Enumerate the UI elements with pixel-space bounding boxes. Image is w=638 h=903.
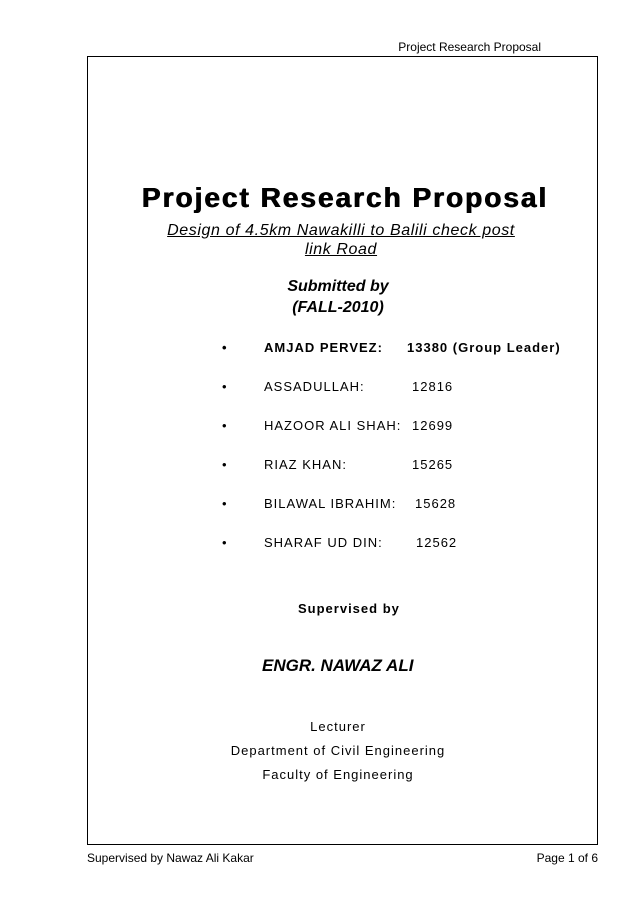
member-name: RIAZ KHAN: xyxy=(264,457,347,472)
semester-label: FALL-2010 xyxy=(297,299,379,316)
member-roll: 12699 xyxy=(412,418,454,433)
bullet: • xyxy=(222,340,228,355)
supervisor-faculty: Faculty of Engineering xyxy=(262,767,414,782)
member-name: BILAWAL IBRAHIM: xyxy=(264,496,397,511)
project-subtitle xyxy=(141,221,541,259)
semester-close-paren: ) xyxy=(378,299,384,316)
bullet: • xyxy=(222,457,228,472)
supervisor-position: Lecturer xyxy=(310,719,366,734)
bullet: • xyxy=(222,418,228,433)
member-roll: 15265 xyxy=(412,457,454,472)
supervised-by-label: Supervised by xyxy=(298,601,400,616)
document-title: Project Research Proposal xyxy=(141,182,549,213)
member-name: ASSADULLAH: xyxy=(264,379,365,394)
member-roll: 15628 xyxy=(415,496,457,511)
footer-page-number: Page 1 of 6 xyxy=(536,851,598,865)
supervisor-department: Department of Civil Engineering xyxy=(230,743,446,758)
supervisor-name: ENGR. NAWAZ ALI xyxy=(262,656,414,675)
member-roll: 13380 (Group Leader) xyxy=(407,340,561,355)
member-roll: 12816 xyxy=(412,379,454,394)
bullet: • xyxy=(222,535,228,550)
member-name: AMJAD PERVEZ: xyxy=(264,340,383,355)
submitted-label: Submitted by xyxy=(287,278,389,295)
running-header: Project Research Proposal xyxy=(398,40,541,54)
member-name: SHARAF UD DIN: xyxy=(264,535,383,550)
subtitle-line-1: Design of 4.5km Nawakilli to Balili check post xyxy=(167,222,515,239)
bullet: • xyxy=(222,496,228,511)
member-name: HAZOOR ALI SHAH: xyxy=(264,418,402,433)
subtitle-line-2: link Road xyxy=(304,241,378,258)
footer-supervisor-note: Supervised by Nawaz Ali Kakar xyxy=(87,851,254,865)
semester-open-paren: ( xyxy=(292,299,298,316)
member-roll: 12562 xyxy=(416,535,458,550)
submitted-block xyxy=(258,276,418,318)
bullet: • xyxy=(222,379,228,394)
